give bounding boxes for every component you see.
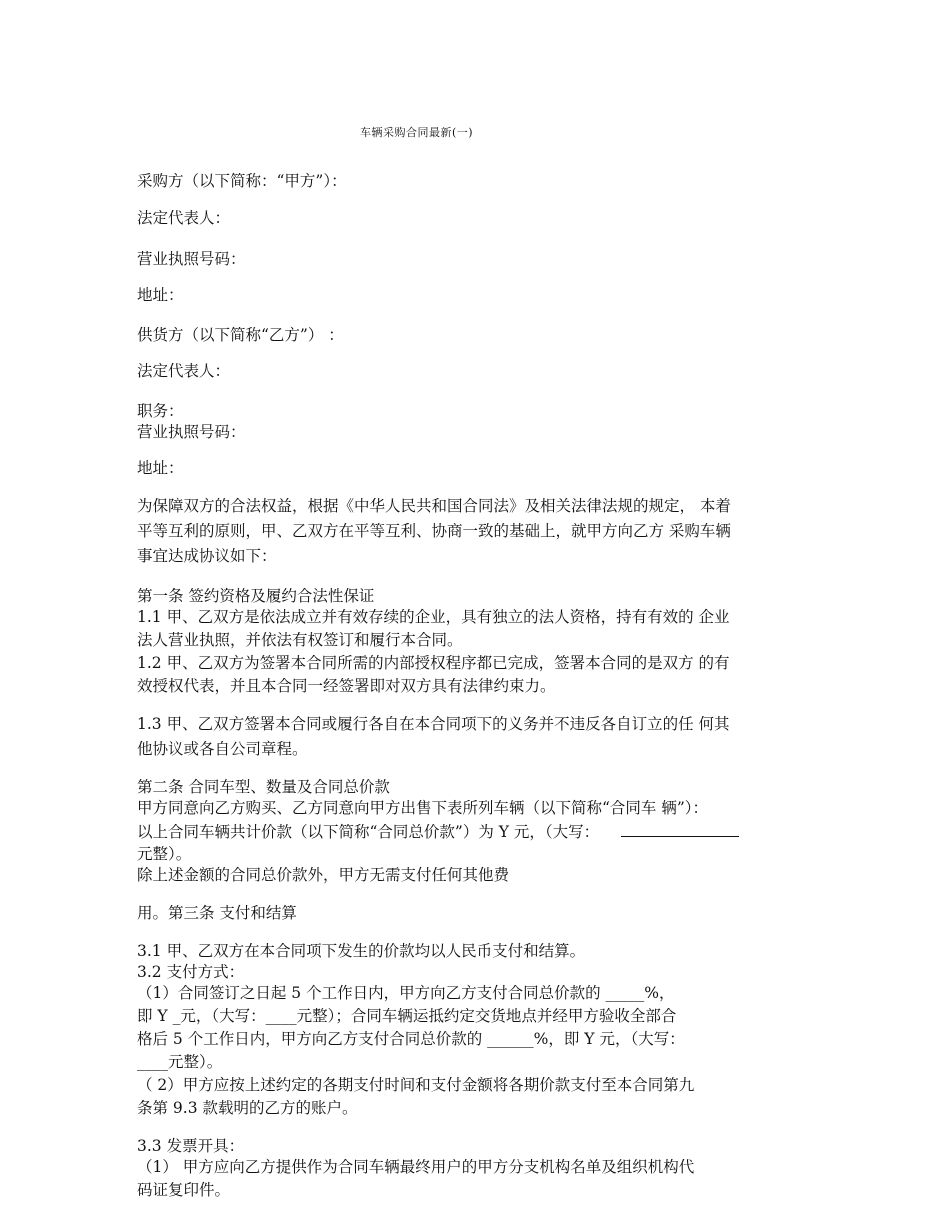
payment-item-1-line-4: ____元整）。 [137,1053,223,1071]
preamble-line-2: 平等互利的原则，甲、乙双方在平等互利、协商一致的基础上，就甲方向乙方 采购车辆 [137,522,731,540]
payment-item-1-line-1: （1）合同签订之日起 5 个工作日内，甲方向乙方支付合同总价款的 _____%， [137,984,675,1002]
supplier-license-line: 营业执照号码： [137,423,246,441]
article-1-heading: 第一条 签约资格及履约合法性保证 [137,587,375,605]
supplier-position-line: 职务： [137,402,184,420]
payment-item-2-line-1: （ 2）甲方应按上述约定的各期支付时间和支付金额将各期价款支付至本合同第九 [137,1076,695,1094]
payment-item-2-line-2: 条第 9.3 款载明的乙方的账户。 [137,1099,358,1117]
clause-1-2-line-2: 效授权代表，并且本合同一经签署即对双方具有法律约束力。 [137,677,556,695]
preamble-line-1: 为保障双方的合法权益，根据《中华人民共和国合同法》及相关法律法规的规定， 本着 [137,497,731,515]
payment-item-1-line-2: 即 Y _元，（大写：____元整）；合同车辆运抵约定交货地点并经甲方验收全部合 [137,1007,677,1025]
buyer-license-line: 营业执照号码： [137,250,246,268]
clause-1-3-line-1: 1.3 甲、乙双方签署本合同或履行各自在本合同项下的义务并不违反各自订立的任 何其 [137,715,730,733]
invoice-item-1-line-2: 码证复印件。 [137,1181,231,1199]
article-2-line-4: 除上述金额的合同总价款外，甲方无需支付任何其他费 [137,866,510,884]
article-2-line-2 [137,820,739,843]
clause-1-2-line-1: 1.2 甲、乙双方为签署本合同所需的内部授权程序都已完成，签署本合同的是双方 的有 [137,654,730,672]
supplier-legal-rep-line: 法定代表人： [137,362,231,380]
article-2-line-1: 甲方同意向乙方购买、乙方同意向甲方出售下表所列车辆（以下简称“合同车 辆”）： [137,799,709,817]
amount-in-words-blank [621,820,739,837]
buyer-legal-rep-line: 法定代表人： [137,209,231,227]
supplier-address-line: 地址： [137,459,184,477]
buyer-line: 采购方（以下简称：“甲方”）： [137,172,347,190]
article-3-heading: 用。第三条 支付和结算 [137,904,297,922]
clause-3-3: 3.3 发票开具： [137,1137,245,1155]
clause-1-1-line-1: 1.1 甲、乙双方是依法成立并有效存续的企业，具有独立的法人资格，持有有效的 企业 [137,608,730,626]
article-2-line-3: 元整）。 [137,845,192,863]
clause-1-3-line-2: 他协议或各自公司章程。 [137,740,308,758]
preamble-line-3: 事宜达成协议如下： [137,547,277,565]
clause-3-2: 3.2 支付方式： [137,963,245,981]
article-2-heading: 第二条 合同车型、数量及合同总价款 [137,778,390,796]
invoice-item-1-line-1: （1） 甲方应向乙方提供作为合同车辆最终用户的甲方分支机构名单及组织机构代 [137,1158,695,1176]
supplier-line: 供货方（以下简称“乙方”） ： [137,326,344,344]
price-text: 以上合同车辆共计价款（以下简称“合同总价款”）为 Y 元，（大写： [137,823,600,841]
clause-3-1: 3.1 甲、乙双方在本合同项下发生的价款均以人民币支付和结算。 [137,942,586,960]
buyer-address-line: 地址： [137,286,184,304]
document-title: 车辆采购合同最新(一) [360,126,474,139]
payment-item-1-line-3: 格后 5 个工作日内，甲方向乙方支付合同总价款的 ______%，即 Y 元，（大写： [137,1030,685,1048]
clause-1-1-line-2: 法人营业执照，并依法有权签订和履行本合同。 [137,631,463,649]
